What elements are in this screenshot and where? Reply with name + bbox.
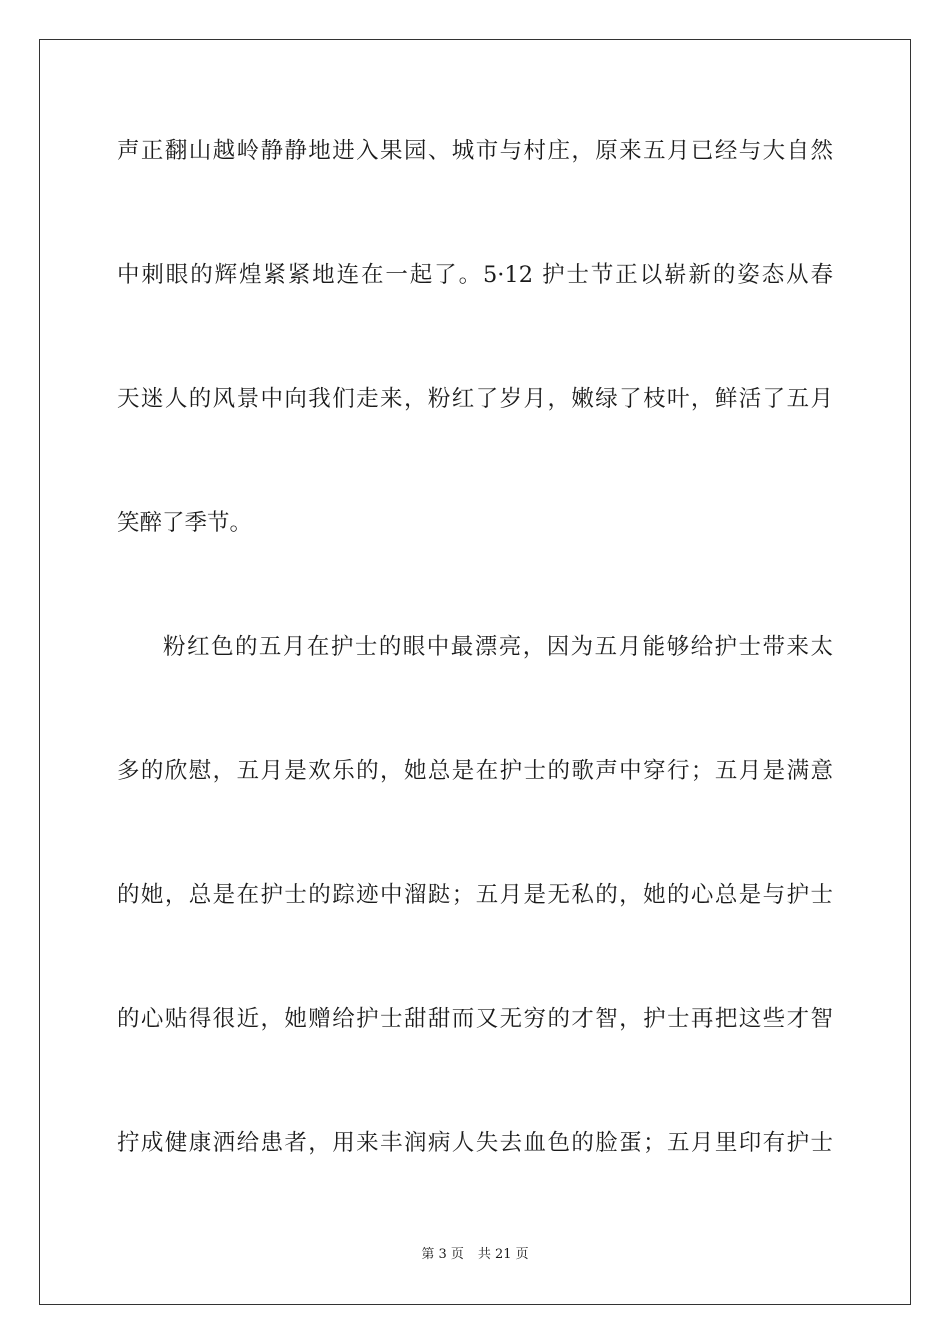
body-text-line-4: 笑醉了季节。	[117, 510, 253, 536]
page-border	[39, 39, 911, 1305]
body-text-line-5: 粉红色的五月在护士的眼中最漂亮，因为五月能够给护士带来太	[163, 634, 833, 660]
body-text-line-2: 中刺眼的辉煌紧紧地连在一起了。5·12 护士节正以崭新的姿态从春	[117, 262, 833, 288]
body-text-line-7: 的她，总是在护士的踪迹中溜跶；五月是无私的，她的心总是与护士	[117, 882, 833, 908]
page-total: 共 21 页	[477, 1247, 529, 1262]
page-footer	[0, 1246, 950, 1264]
body-text-line-8: 的心贴得很近，她赠给护士甜甜而又无穷的才智，护士再把这些才智	[117, 1006, 833, 1032]
body-text-line-9: 拧成健康洒给患者，用来丰润病人失去血色的脸蛋；五月里印有护士	[117, 1130, 833, 1156]
body-text-line-1: 声正翻山越岭静静地进入果园、城市与村庄，原来五月已经与大自然	[117, 138, 833, 164]
body-text-line-6: 多的欣慰，五月是欢乐的，她总是在护士的歌声中穿行；五月是满意	[117, 758, 833, 784]
body-text-line-3: 天迷人的风景中向我们走来，粉红了岁月，嫩绿了枝叶，鲜活了五月	[117, 386, 833, 412]
page-number: 第 3 页	[421, 1247, 464, 1262]
